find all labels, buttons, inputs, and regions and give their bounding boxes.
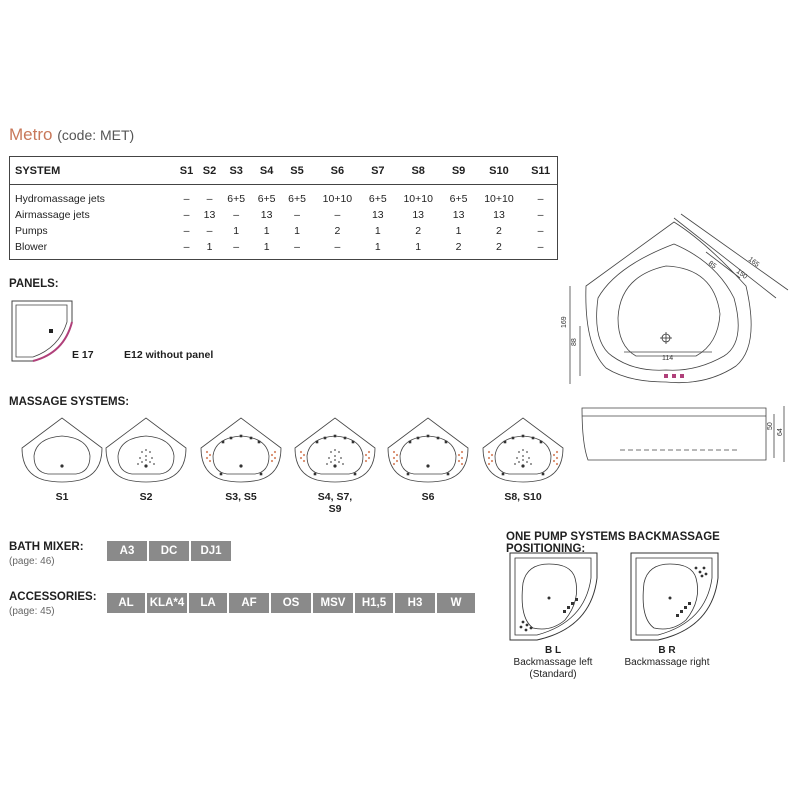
- massage-diagram-2: [104, 416, 188, 484]
- table-cell: 6+5: [368, 193, 387, 205]
- table-cell: –: [183, 193, 190, 205]
- table-cell: 1: [393, 239, 443, 260]
- table-cell: 10+10: [322, 193, 353, 205]
- row-label: Airmassage jets: [10, 207, 176, 223]
- table-row: [10, 223, 558, 239]
- product-title: [9, 125, 134, 145]
- bl-desc: Backmassage left: [513, 657, 593, 668]
- row-label: Blower: [10, 239, 176, 260]
- massage-label: S3, S5: [225, 491, 257, 503]
- table-cell: 13: [493, 209, 505, 221]
- table-cell: 10+10: [484, 193, 514, 205]
- table-row: [10, 185, 558, 208]
- table-cell: –: [334, 209, 341, 221]
- accessories-chip-6[interactable]: MSV: [313, 593, 353, 613]
- table-cell: 2: [496, 225, 502, 237]
- table-cell: –: [294, 209, 300, 221]
- massage-diagram-1: [20, 416, 104, 484]
- accessories-chip-5[interactable]: OS: [271, 593, 311, 613]
- column-header-s6: S6: [312, 157, 362, 185]
- table-cell: 2: [334, 225, 341, 237]
- column-header-s3: S3: [221, 157, 251, 185]
- table-cell: 2: [474, 239, 524, 260]
- column-header-s4: S4: [251, 157, 281, 185]
- table-cell: –: [524, 207, 557, 223]
- column-header-system: SYSTEM: [10, 157, 176, 185]
- accessories-heading: ACCESSORIES:: [9, 591, 97, 603]
- table-cell: 10+10: [403, 193, 433, 205]
- massage-diagram-6: [481, 416, 565, 484]
- systems-table: [9, 156, 558, 260]
- accessories-chip-1[interactable]: AL: [107, 593, 145, 613]
- dim-88: 88: [571, 338, 578, 346]
- table-cell: 13: [260, 209, 273, 221]
- dim-114: 114: [662, 355, 674, 362]
- bl-code: B L: [544, 645, 562, 656]
- table-cell: 13: [371, 209, 384, 221]
- column-header-s7: S7: [363, 157, 393, 185]
- accessories-chip-9[interactable]: W: [437, 593, 475, 613]
- massage-diagram-5: [386, 416, 470, 484]
- table-cell: 1: [251, 239, 281, 260]
- table-cell: 6+5: [449, 193, 468, 205]
- column-header-s10: S10: [474, 157, 524, 185]
- table-cell: 6+5: [227, 193, 246, 205]
- table-cell: 1: [263, 225, 270, 237]
- table-cell: 2: [415, 225, 422, 237]
- table-cell: –: [524, 239, 557, 260]
- table-cell: –: [524, 223, 557, 239]
- backmassage-right-caption: [612, 645, 722, 669]
- table-cell: 2: [443, 239, 473, 260]
- backmassage-left-drawing: [505, 548, 605, 644]
- panels-heading: PANELS:: [9, 278, 59, 290]
- table-cell: –: [183, 225, 190, 237]
- bathtub-top-view-drawing: [556, 206, 800, 406]
- table-cell: 1: [198, 239, 221, 260]
- table-cell: –: [282, 239, 312, 260]
- table-cell: 1: [233, 225, 240, 237]
- massage-label: S4, S7, S9: [317, 491, 353, 515]
- bath_mixer-chip-2[interactable]: DC: [149, 541, 189, 561]
- table-cell: 13: [452, 209, 465, 221]
- bathtub-side-view-drawing: [580, 404, 790, 466]
- accessories-page: (page: 45): [9, 606, 55, 617]
- table-cell: –: [233, 209, 240, 221]
- accessories-chip-2[interactable]: KLA*4: [147, 593, 187, 613]
- table-cell: 1: [374, 225, 381, 237]
- table-cell: –: [206, 193, 213, 205]
- accessories-chip-3[interactable]: LA: [189, 593, 227, 613]
- backmassage-right-drawing: [626, 548, 726, 644]
- dim-64: 64: [777, 428, 784, 436]
- massage-diagram-4: [293, 416, 377, 484]
- table-header-row: [10, 157, 558, 185]
- massage-diagram-3: [199, 416, 283, 484]
- bath_mixer-chip-3[interactable]: DJ1: [191, 541, 231, 561]
- table-cell: 13: [412, 209, 425, 221]
- table-cell: –: [312, 239, 362, 260]
- table-cell: –: [206, 225, 213, 237]
- product-code: (code: MET): [57, 127, 135, 143]
- bath-mixer-heading: BATH MIXER:: [9, 541, 84, 553]
- table-cell: 6+5: [288, 193, 306, 205]
- massage-label: S8, S10: [504, 491, 542, 503]
- product-name: Metro: [9, 125, 53, 144]
- table-cell: –: [221, 239, 251, 260]
- table-cell: 1: [363, 239, 393, 260]
- accessories-chip-7[interactable]: H1,5: [355, 593, 393, 613]
- br-code: B R: [658, 645, 676, 656]
- table-cell: –: [524, 185, 557, 208]
- column-header-s9: S9: [443, 157, 473, 185]
- row-label: Pumps: [10, 223, 176, 239]
- bl-note: (Standard): [529, 669, 577, 680]
- backmassage-left-caption: [498, 645, 608, 681]
- column-header-s5: S5: [282, 157, 312, 185]
- br-desc: Backmassage right: [624, 657, 710, 668]
- table-cell: –: [183, 209, 190, 221]
- massage-label: S2: [139, 491, 153, 503]
- massage-label: S1: [55, 491, 69, 503]
- massage-label: S6: [421, 491, 435, 503]
- panel-e12-label: E12 without panel: [124, 349, 214, 361]
- table-cell: 1: [455, 225, 462, 237]
- panel-e17-label: E 17: [72, 349, 94, 361]
- panel-e17-drawing: [9, 298, 75, 364]
- dim-85: 85: [706, 260, 718, 271]
- column-header-s2: S2: [198, 157, 221, 185]
- table-row: [10, 239, 558, 260]
- bath-mixer-page: (page: 46): [9, 556, 55, 567]
- table-cell: 6+5: [257, 193, 276, 205]
- accessories-chip-8[interactable]: H3: [395, 593, 435, 613]
- dim-50: 50: [767, 422, 774, 430]
- column-header-s1: S1: [175, 157, 198, 185]
- backmassage-heading: ONE PUMP SYSTEMS BACKMASSAGE POSITIONING:: [506, 531, 720, 555]
- table-cell: 1: [294, 225, 300, 237]
- table-cell: –: [175, 239, 198, 260]
- dim-169: 169: [561, 316, 568, 328]
- column-header-s8: S8: [393, 157, 443, 185]
- massage-systems-heading: MASSAGE SYSTEMS:: [9, 396, 130, 408]
- bath_mixer-chip-1[interactable]: A3: [107, 541, 147, 561]
- column-header-s11: S11: [524, 157, 557, 185]
- dim-150: 150: [734, 268, 749, 281]
- accessories-chip-4[interactable]: AF: [229, 593, 269, 613]
- row-label: Hydromassage jets: [10, 185, 176, 208]
- dim-165: 165: [746, 256, 761, 269]
- table-row: [10, 207, 558, 223]
- table-cell: 13: [203, 209, 216, 221]
